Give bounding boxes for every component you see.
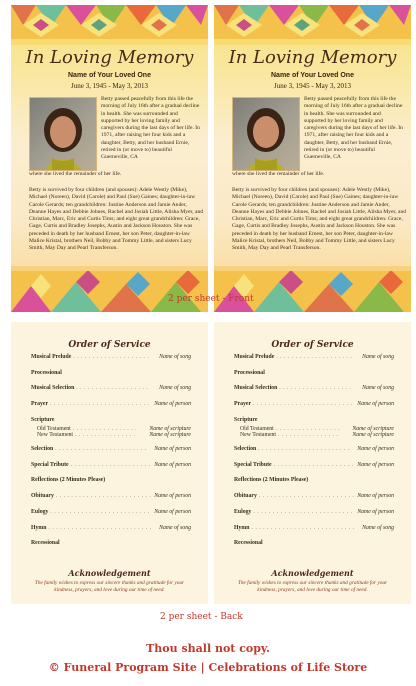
service-item-label: Hymn [234, 525, 250, 531]
service-item-value: Name of scripture [149, 426, 191, 432]
service-item-value: Name of person [357, 446, 394, 452]
service-item-label: Selection [31, 446, 54, 452]
service-item [31, 446, 191, 452]
service-item-value: Name of song [159, 354, 191, 360]
loved-one-name: Name of Your Loved One [271, 72, 354, 79]
service-item-value: Name of scripture [352, 426, 394, 432]
service-item-value: Name of person [154, 493, 191, 499]
service-item-label: Old Testament [37, 426, 71, 432]
order-of-service-title: Order of Service [68, 340, 151, 350]
memorial-title: In Loving Memory [228, 47, 397, 68]
copyright-line: © Funeral Program Site | Celebrations of Life Store [48, 661, 368, 674]
service-item-label: Processional [234, 370, 265, 376]
service-item-value: Name of person [154, 509, 191, 515]
service-item-label: Musical Selection [234, 385, 278, 391]
service-item-value: Name of song [362, 354, 394, 360]
service-item-dots: . . . . . . . . . . . . . . . . . . . . . . . . . . [251, 401, 353, 407]
service-item [234, 509, 394, 515]
service-item-value: Name of song [362, 525, 394, 531]
service-item-dots: . . . . . . . . . . . . . . . . . . . . . [271, 462, 354, 468]
kilim-pattern-top [11, 5, 208, 45]
service-item-dots: . . . . . . . . . . . . . . . . . . . . . . . . . . . [46, 525, 152, 531]
service-item [234, 432, 394, 438]
service-item-label: Old Testament [240, 426, 274, 432]
service-item-value: Name of person [154, 446, 191, 452]
service-item-value: Name of scripture [149, 432, 191, 438]
service-item [234, 385, 394, 391]
service-item [234, 446, 394, 452]
service-item-label: Obituary [234, 493, 257, 499]
service-item-dots: . . . . . . . . . . . . . . . . . . . . . . . . . . [251, 509, 353, 515]
service-item-dots: . . . . . . . . . . . . . . . . . . . . . . . . . . . [249, 525, 355, 531]
obituary-paragraph-1: Betty passed peacefully from this life the morning of July 16th after a gradual decline in health. She was surrounded and supported by her loving family and caregivers during the last days of her life. In 1971, after raising her four kids and a daughter, Betty, and her husband Ernie, retired in (or move to) beautiful Guerneville, CA [101, 96, 200, 161]
service-item-label: Special Tribute [31, 462, 69, 468]
service-item-dots: . . . . . . . . . . . . . . . . . . . . . . . . . [256, 493, 355, 499]
service-item [31, 477, 191, 483]
service-item-label: New Testament [240, 432, 277, 438]
service-item [234, 493, 394, 499]
service-item-dots: . . . . . . . . . . . . . . . . . . . [74, 385, 149, 391]
service-item-label: Recessional [234, 540, 263, 546]
portrait-photo [29, 97, 97, 171]
service-item-value: Name of song [362, 385, 394, 391]
service-item-dots: . . . . . . . . . . . . . . . . . . . . . . . . [53, 446, 147, 452]
service-item [234, 525, 394, 531]
service-item-value: Name of person [357, 493, 394, 499]
acknowledgement-text: The family wishes to express our sincere thanks and gratitude for your kindness, prayers, and love during our time of need. [237, 580, 388, 593]
service-item [31, 540, 191, 546]
service-item-label: Eulogy [234, 509, 252, 515]
service-item-label: Obituary [31, 493, 54, 499]
service-item-dots: . . . . . . . . . . . . . . . . . . . . . . . . . . [48, 401, 150, 407]
front-card-left [11, 5, 208, 312]
service-item-label: Processional [31, 370, 62, 376]
service-item [234, 354, 394, 360]
memorial-title: In Loving Memory [25, 47, 194, 68]
service-item-dots: . . . . . . . . . . . . . . . . . . . . [274, 354, 353, 360]
portrait-photo [232, 97, 300, 171]
life-dates: June 3, 1945 - May 3, 2013 [71, 82, 148, 90]
copy-warning: Thou shall not copy. [146, 642, 270, 655]
back-card-left [11, 322, 208, 604]
service-item-label: Scripture [31, 417, 55, 423]
service-item-label: Reflections (2 Minutes Please) [31, 477, 106, 483]
service-item-dots: . . . . . . . . . . . . . . . . . [273, 426, 341, 432]
back-card-right [214, 322, 411, 604]
obituary-paragraph-1: Betty passed peacefully from this life the morning of July 16th after a gradual decline in health. She was surrounded and supported by her loving family and caregivers during the last days of her life. In 1971, after raising her four kids and a daughter, Betty, and her husband Ernie, retired in (or move to) beautiful Guerneville, CA [304, 96, 403, 161]
service-item [31, 432, 191, 438]
obituary-paragraph-2: Betty is survived by four children (and spouses): Adele Westly (Mike), Michael (Noreen), David (Carole) and Paul (Sue) Gaines; daughter-in-law Carole Gerards; ten grandchildren: Justine Anderson and Jamie Ander, Deanne Hayes and Debbie Johnes, Rachel and Josiah Little, Alisha Myer, and Christian, Marc, Eric and Curtis Tims; and eight great grandchildren: Grace, Gage, Curtis and Bradley Josephs, Austin and Jackson Houston. She was preceded in death by her husband Ernest, her son Peter, daughter-in-law Malice Kristal, brothers Neil, Bobby and Tommy Little, and sisters Lucy Smith, May Day and Pearl Transferson. [29, 187, 204, 252]
service-item [234, 417, 394, 423]
service-item-label: Prayer [234, 401, 252, 407]
service-item-label: Reflections (2 Minutes Please) [234, 477, 309, 483]
front-card-right [214, 5, 411, 312]
service-item-dots: . . . . . . . . . . . . . . . . . . . . . . . . . . [48, 509, 150, 515]
service-item [31, 525, 191, 531]
service-item-label: Musical Selection [31, 385, 75, 391]
service-item-value: Name of person [154, 401, 191, 407]
service-item-label: Special Tribute [234, 462, 272, 468]
service-item [31, 385, 191, 391]
service-item-label: Selection [234, 446, 257, 452]
service-item-dots: . . . . . . . . . . . . . . . . . . . . . . . . . [53, 493, 152, 499]
service-item [234, 401, 394, 407]
service-item-label: Recessional [31, 540, 60, 546]
service-item-label: Hymn [31, 525, 47, 531]
acknowledgement-title: Acknowledgement [68, 568, 151, 578]
service-item-label: Scripture [234, 417, 258, 423]
service-item [234, 540, 394, 546]
loved-one-name: Name of Your Loved One [68, 72, 151, 79]
kilim-pattern-bottom [11, 266, 208, 312]
service-item-dots: . . . . . . . . . . . . . . . . . [70, 426, 138, 432]
order-of-service-title: Order of Service [271, 340, 354, 350]
kilim-pattern-top [214, 5, 411, 45]
service-item [31, 354, 191, 360]
service-item-dots: . . . . . . . . . . . . . . . . [73, 432, 136, 438]
service-item-dots: . . . . . . . . . . . . . . . . . . . . [71, 354, 150, 360]
service-item-value: Name of person [357, 462, 394, 468]
service-item-value: Name of scripture [352, 432, 394, 438]
service-item-label: Eulogy [31, 509, 49, 515]
service-item [234, 477, 394, 483]
life-dates: June 3, 1945 - May 3, 2013 [274, 82, 351, 90]
service-item-label: Musical Prelude [234, 354, 275, 360]
service-item-value: Name of person [154, 462, 191, 468]
service-item [31, 401, 191, 407]
service-item [31, 462, 191, 468]
service-item-value: Name of song [159, 525, 191, 531]
caption-front: 2 per sheet - Front [168, 294, 254, 304]
service-item [31, 370, 191, 376]
service-item-value: Name of song [159, 385, 191, 391]
acknowledgement-title: Acknowledgement [271, 568, 354, 578]
service-item-label: Musical Prelude [31, 354, 72, 360]
obituary-paragraph-1-end: where she lived the remainder of her life. [29, 171, 122, 177]
service-item [31, 493, 191, 499]
kilim-pattern-bottom [214, 266, 411, 312]
service-item-label: New Testament [37, 432, 74, 438]
service-item-value: Name of person [357, 401, 394, 407]
caption-back: 2 per sheet - Back [160, 612, 243, 622]
service-item-label: Prayer [31, 401, 49, 407]
service-item-value: Name of person [357, 509, 394, 515]
service-item-dots: . . . . . . . . . . . . . . . . . . . . . [68, 462, 151, 468]
service-item-dots: . . . . . . . . . . . . . . . . [276, 432, 339, 438]
service-item-dots: . . . . . . . . . . . . . . . . . . . [277, 385, 352, 391]
service-item [234, 370, 394, 376]
obituary-paragraph-1-end: where she lived the remainder of her life. [232, 171, 325, 177]
service-item-dots: . . . . . . . . . . . . . . . . . . . . . . . . [256, 446, 350, 452]
service-item [234, 462, 394, 468]
service-item [31, 509, 191, 515]
acknowledgement-text: The family wishes to express our sincere thanks and gratitude for your kindness, prayers, and love during our time of need. [34, 580, 185, 593]
service-item [31, 417, 191, 423]
obituary-paragraph-2: Betty is survived by four children (and spouses): Adele Westly (Mike), Michael (Noreen), David (Carole) and Paul (Sue) Gaines; daughter-in-law Carole Gerards; ten grandchildren: Justine Anderson and Jamie Ander, Deanne Hayes and Debbie Johnes, Rachel and Josiah Little, Alisha Myer, and Christian, Marc, Eric and Curtis Tims; and eight great grandchildren: Grace, Gage, Curtis and Bradley Josephs, Austin and Jackson Houston. She was preceded in death by her husband Ernest, her son Peter, daughter-in-law Malice Kristal, brothers Neil, Bobby and Tommy Little, and sisters Lucy Smith, May Day and Pearl Transferson. [232, 187, 407, 252]
